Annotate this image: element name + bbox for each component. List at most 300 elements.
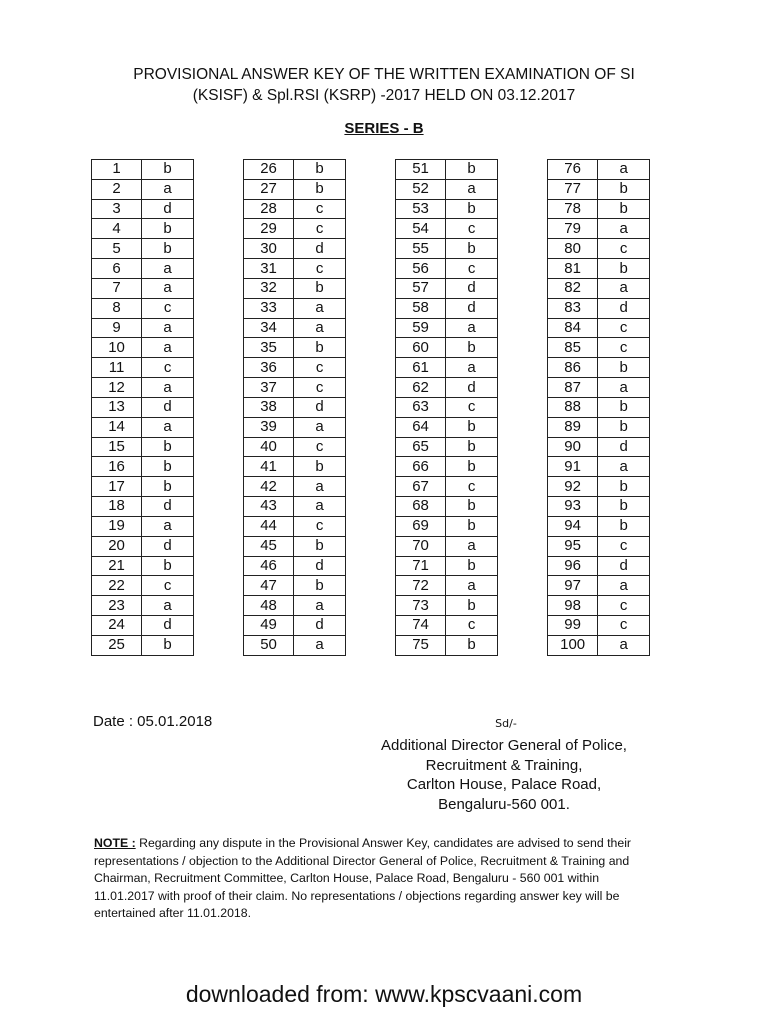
answer-option: b: [294, 576, 346, 596]
answer-option: b: [446, 596, 498, 616]
table-row: [244, 338, 346, 358]
answer-option: a: [294, 497, 346, 517]
answer-option: b: [446, 417, 498, 437]
question-number: 91: [548, 457, 598, 477]
answer-option: a: [598, 278, 650, 298]
question-number: 83: [548, 298, 598, 318]
answer-option: a: [142, 278, 194, 298]
table-row: [92, 199, 194, 219]
question-number: 96: [548, 556, 598, 576]
question-number: 90: [548, 437, 598, 457]
table-row: [92, 556, 194, 576]
question-number: 59: [396, 318, 446, 338]
table-row: [396, 437, 498, 457]
question-number: 13: [92, 397, 142, 417]
table-row: [548, 278, 650, 298]
table-row: [92, 477, 194, 497]
answer-option: c: [294, 199, 346, 219]
question-number: 24: [92, 616, 142, 636]
signatory-city: Bengaluru-560 001.: [438, 795, 570, 813]
answer-option: a: [598, 457, 650, 477]
table-row: [548, 179, 650, 199]
question-number: 32: [244, 278, 294, 298]
table-row: [92, 397, 194, 417]
answer-option: d: [142, 616, 194, 636]
table-row: [244, 239, 346, 259]
question-number: 63: [396, 397, 446, 417]
table-row: [396, 616, 498, 636]
table-row: [396, 378, 498, 398]
answer-option: b: [294, 536, 346, 556]
table-row: [92, 616, 194, 636]
answer-option: b: [446, 437, 498, 457]
answer-option: a: [446, 179, 498, 199]
answer-option: a: [294, 596, 346, 616]
answer-option: d: [446, 278, 498, 298]
question-number: 70: [396, 536, 446, 556]
question-number: 74: [396, 616, 446, 636]
answer-option: a: [294, 635, 346, 655]
answer-option: a: [142, 318, 194, 338]
answer-option: b: [446, 516, 498, 536]
answer-option: d: [598, 556, 650, 576]
date-line: Date : 05.01.2018: [93, 713, 213, 730]
answer-option: c: [598, 338, 650, 358]
table-row: [548, 516, 650, 536]
question-number: 36: [244, 358, 294, 378]
question-number: 17: [92, 477, 142, 497]
question-number: 6: [92, 259, 142, 279]
table-row: [396, 417, 498, 437]
table-row: [92, 239, 194, 259]
question-number: 60: [396, 338, 446, 358]
table-row: [548, 219, 650, 239]
question-number: 16: [92, 457, 142, 477]
answer-option: d: [294, 556, 346, 576]
table-row: [244, 497, 346, 517]
question-number: 88: [548, 397, 598, 417]
table-row: [244, 378, 346, 398]
answer-option: a: [142, 378, 194, 398]
answer-option: a: [598, 219, 650, 239]
table-row: [396, 397, 498, 417]
question-number: 99: [548, 616, 598, 636]
table-row: [92, 516, 194, 536]
question-number: 5: [92, 239, 142, 259]
title-line-1: PROVISIONAL ANSWER KEY OF THE WRITTEN EXAMINATION OF SI: [133, 66, 635, 83]
series-label: SERIES - B: [344, 120, 424, 137]
question-number: 38: [244, 397, 294, 417]
question-number: 56: [396, 259, 446, 279]
answer-option: a: [142, 516, 194, 536]
table-row: [92, 457, 194, 477]
question-number: 41: [244, 457, 294, 477]
answer-option: d: [142, 536, 194, 556]
table-row: [244, 576, 346, 596]
answer-option: b: [142, 239, 194, 259]
question-number: 98: [548, 596, 598, 616]
answer-option: b: [294, 179, 346, 199]
question-number: 94: [548, 516, 598, 536]
note-text: Regarding any dispute in the Provisional Answer Key, candidates are advised to send their representations / objection to the Additional Director General of Police, Recruitment & Training and Chairman, Recruitment Committee, Carlton House, Palace Road, Bengaluru - 560 001 within 11.01.2017 with proof of their claim. No representations / objections regarding answer key will be entertained after 11.01.2018.: [94, 836, 632, 920]
answer-option: b: [598, 477, 650, 497]
table-row: [244, 318, 346, 338]
question-number: 33: [244, 298, 294, 318]
answer-option: d: [142, 397, 194, 417]
answer-option: b: [142, 556, 194, 576]
table-row: [548, 397, 650, 417]
question-number: 45: [244, 536, 294, 556]
table-row: [396, 358, 498, 378]
question-number: 43: [244, 497, 294, 517]
question-number: 34: [244, 318, 294, 338]
note-paragraph: [94, 835, 654, 923]
question-number: 11: [92, 358, 142, 378]
table-row: [548, 338, 650, 358]
table-row: [92, 358, 194, 378]
table-row: [548, 497, 650, 517]
answer-option: c: [294, 219, 346, 239]
answer-option: c: [446, 219, 498, 239]
table-row: [396, 278, 498, 298]
answer-option: c: [446, 616, 498, 636]
answer-option: b: [446, 160, 498, 180]
question-number: 42: [244, 477, 294, 497]
answer-option: b: [598, 497, 650, 517]
question-number: 57: [396, 278, 446, 298]
table-row: [396, 199, 498, 219]
answer-option: a: [294, 477, 346, 497]
question-number: 80: [548, 239, 598, 259]
table-row: [548, 318, 650, 338]
table-row: [396, 239, 498, 259]
answer-option: c: [598, 318, 650, 338]
question-number: 68: [396, 497, 446, 517]
question-number: 23: [92, 596, 142, 616]
signatory-dept: Recruitment & Training,: [425, 756, 583, 774]
question-number: 10: [92, 338, 142, 358]
answer-option: d: [294, 616, 346, 636]
question-number: 65: [396, 437, 446, 457]
answer-option: a: [294, 298, 346, 318]
answer-option: c: [294, 437, 346, 457]
question-number: 20: [92, 536, 142, 556]
answer-option: b: [446, 338, 498, 358]
question-number: 47: [244, 576, 294, 596]
table-row: [396, 259, 498, 279]
question-number: 89: [548, 417, 598, 437]
table-row: [244, 199, 346, 219]
table-row: [396, 160, 498, 180]
table-row: [396, 516, 498, 536]
question-number: 76: [548, 160, 598, 180]
answer-table-1: [91, 159, 194, 656]
answer-option: b: [598, 358, 650, 378]
table-row: [548, 417, 650, 437]
answer-option: b: [598, 179, 650, 199]
table-row: [548, 596, 650, 616]
question-number: 93: [548, 497, 598, 517]
question-number: 84: [548, 318, 598, 338]
question-number: 75: [396, 635, 446, 655]
question-number: 27: [244, 179, 294, 199]
note-label: NOTE :: [94, 836, 136, 850]
question-number: 71: [396, 556, 446, 576]
question-number: 92: [548, 477, 598, 497]
question-number: 85: [548, 338, 598, 358]
answer-option: b: [598, 259, 650, 279]
table-row: [92, 576, 194, 596]
question-number: 2: [92, 179, 142, 199]
answer-option: b: [598, 199, 650, 219]
table-row: [92, 298, 194, 318]
table-row: [244, 397, 346, 417]
table-row: [548, 536, 650, 556]
table-row: [548, 477, 650, 497]
question-number: 50: [244, 635, 294, 655]
answer-option: a: [598, 635, 650, 655]
table-row: [244, 259, 346, 279]
question-number: 40: [244, 437, 294, 457]
answer-option: b: [142, 160, 194, 180]
table-row: [396, 596, 498, 616]
answer-option: c: [598, 616, 650, 636]
question-number: 72: [396, 576, 446, 596]
question-number: 51: [396, 160, 446, 180]
table-row: [244, 298, 346, 318]
answer-option: d: [598, 298, 650, 318]
question-number: 25: [92, 635, 142, 655]
question-number: 82: [548, 278, 598, 298]
question-number: 58: [396, 298, 446, 318]
table-row: [244, 278, 346, 298]
answer-option: b: [294, 338, 346, 358]
answer-option: c: [446, 259, 498, 279]
table-row: [244, 635, 346, 655]
question-number: 67: [396, 477, 446, 497]
answer-option: b: [142, 477, 194, 497]
answer-option: b: [446, 556, 498, 576]
question-number: 15: [92, 437, 142, 457]
answer-option: a: [142, 179, 194, 199]
answer-option: c: [446, 477, 498, 497]
table-row: [396, 318, 498, 338]
question-number: 30: [244, 239, 294, 259]
table-row: [244, 457, 346, 477]
answer-table-4: [547, 159, 650, 656]
table-row: [548, 576, 650, 596]
answer-option: b: [598, 417, 650, 437]
answer-option: d: [142, 497, 194, 517]
answer-option: b: [294, 278, 346, 298]
question-number: 3: [92, 199, 142, 219]
question-number: 21: [92, 556, 142, 576]
answer-option: d: [294, 397, 346, 417]
table-row: [92, 219, 194, 239]
question-number: 46: [244, 556, 294, 576]
table-row: [244, 437, 346, 457]
signatory-title: Additional Director General of Police,: [381, 737, 627, 754]
question-number: 44: [244, 516, 294, 536]
question-number: 9: [92, 318, 142, 338]
answer-option: a: [446, 576, 498, 596]
answer-option: c: [598, 596, 650, 616]
table-row: [396, 536, 498, 556]
table-row: [92, 179, 194, 199]
answer-option: c: [142, 298, 194, 318]
answer-option: a: [294, 417, 346, 437]
question-number: 39: [244, 417, 294, 437]
table-row: [92, 596, 194, 616]
question-number: 69: [396, 516, 446, 536]
table-row: [396, 179, 498, 199]
table-row: [92, 160, 194, 180]
question-number: 73: [396, 596, 446, 616]
table-row: [92, 497, 194, 517]
table-row: [548, 378, 650, 398]
table-row: [92, 536, 194, 556]
question-number: 8: [92, 298, 142, 318]
question-number: 49: [244, 616, 294, 636]
answer-option: b: [294, 160, 346, 180]
answer-option: b: [446, 239, 498, 259]
answer-option: a: [142, 417, 194, 437]
table-row: [244, 616, 346, 636]
question-number: 48: [244, 596, 294, 616]
signature-sd: Sd/-: [495, 717, 517, 730]
question-number: 55: [396, 239, 446, 259]
question-number: 78: [548, 199, 598, 219]
answer-option: c: [142, 358, 194, 378]
table-row: [244, 160, 346, 180]
table-row: [396, 298, 498, 318]
table-row: [548, 160, 650, 180]
table-row: [92, 318, 194, 338]
answer-option: d: [294, 239, 346, 259]
table-row: [396, 635, 498, 655]
table-row: [244, 477, 346, 497]
question-number: 35: [244, 338, 294, 358]
table-row: [396, 576, 498, 596]
answer-option: d: [446, 298, 498, 318]
table-row: [244, 596, 346, 616]
answer-option: b: [446, 457, 498, 477]
question-number: 29: [244, 219, 294, 239]
question-number: 81: [548, 259, 598, 279]
table-row: [244, 219, 346, 239]
table-row: [396, 497, 498, 517]
answer-option: d: [446, 378, 498, 398]
footer-source: downloaded from: www.kpscvaani.com: [185, 981, 583, 1007]
answer-option: b: [142, 457, 194, 477]
answer-table-2: [243, 159, 346, 656]
table-row: [92, 338, 194, 358]
answer-option: b: [142, 219, 194, 239]
table-row: [396, 477, 498, 497]
question-number: 64: [396, 417, 446, 437]
table-row: [548, 556, 650, 576]
table-row: [92, 278, 194, 298]
answer-option: d: [598, 437, 650, 457]
answer-option: b: [598, 397, 650, 417]
table-row: [92, 635, 194, 655]
question-number: 61: [396, 358, 446, 378]
table-row: [548, 358, 650, 378]
answer-option: b: [446, 497, 498, 517]
answer-option: a: [294, 318, 346, 338]
document-title: [0, 64, 768, 106]
question-number: 1: [92, 160, 142, 180]
question-number: 7: [92, 278, 142, 298]
question-number: 19: [92, 516, 142, 536]
table-row: [396, 219, 498, 239]
question-number: 95: [548, 536, 598, 556]
table-row: [396, 338, 498, 358]
question-number: 100: [548, 635, 598, 655]
table-row: [92, 259, 194, 279]
signatory-address: Carlton House, Palace Road,: [406, 776, 602, 793]
answer-option: c: [294, 378, 346, 398]
question-number: 31: [244, 259, 294, 279]
answer-option: c: [446, 397, 498, 417]
answer-option: c: [294, 259, 346, 279]
table-row: [244, 556, 346, 576]
question-number: 86: [548, 358, 598, 378]
answer-option: a: [142, 596, 194, 616]
question-number: 18: [92, 497, 142, 517]
table-row: [244, 358, 346, 378]
answer-option: a: [598, 378, 650, 398]
table-row: [548, 635, 650, 655]
question-number: 4: [92, 219, 142, 239]
table-row: [548, 298, 650, 318]
answer-option: c: [598, 536, 650, 556]
question-number: 62: [396, 378, 446, 398]
table-row: [548, 437, 650, 457]
title-line-2: (KSISF) & Spl.RSI (KSRP) -2017 HELD ON 03.12.2017: [192, 87, 576, 104]
table-row: [244, 179, 346, 199]
answer-option: b: [446, 635, 498, 655]
answer-option: a: [446, 318, 498, 338]
answer-option: a: [446, 358, 498, 378]
table-row: [92, 417, 194, 437]
signature-block: [334, 716, 674, 814]
answer-option: a: [598, 160, 650, 180]
answer-option: b: [598, 516, 650, 536]
table-row: [548, 616, 650, 636]
question-number: 28: [244, 199, 294, 219]
table-row: [244, 516, 346, 536]
question-number: 22: [92, 576, 142, 596]
answer-option: b: [142, 635, 194, 655]
table-row: [92, 378, 194, 398]
question-number: 54: [396, 219, 446, 239]
question-number: 66: [396, 457, 446, 477]
answer-option: a: [598, 576, 650, 596]
question-number: 97: [548, 576, 598, 596]
question-number: 37: [244, 378, 294, 398]
question-number: 77: [548, 179, 598, 199]
table-row: [244, 417, 346, 437]
answer-option: b: [446, 199, 498, 219]
question-number: 14: [92, 417, 142, 437]
table-row: [548, 199, 650, 219]
question-number: 52: [396, 179, 446, 199]
question-number: 53: [396, 199, 446, 219]
question-number: 12: [92, 378, 142, 398]
answer-option: b: [142, 437, 194, 457]
answer-option: c: [142, 576, 194, 596]
